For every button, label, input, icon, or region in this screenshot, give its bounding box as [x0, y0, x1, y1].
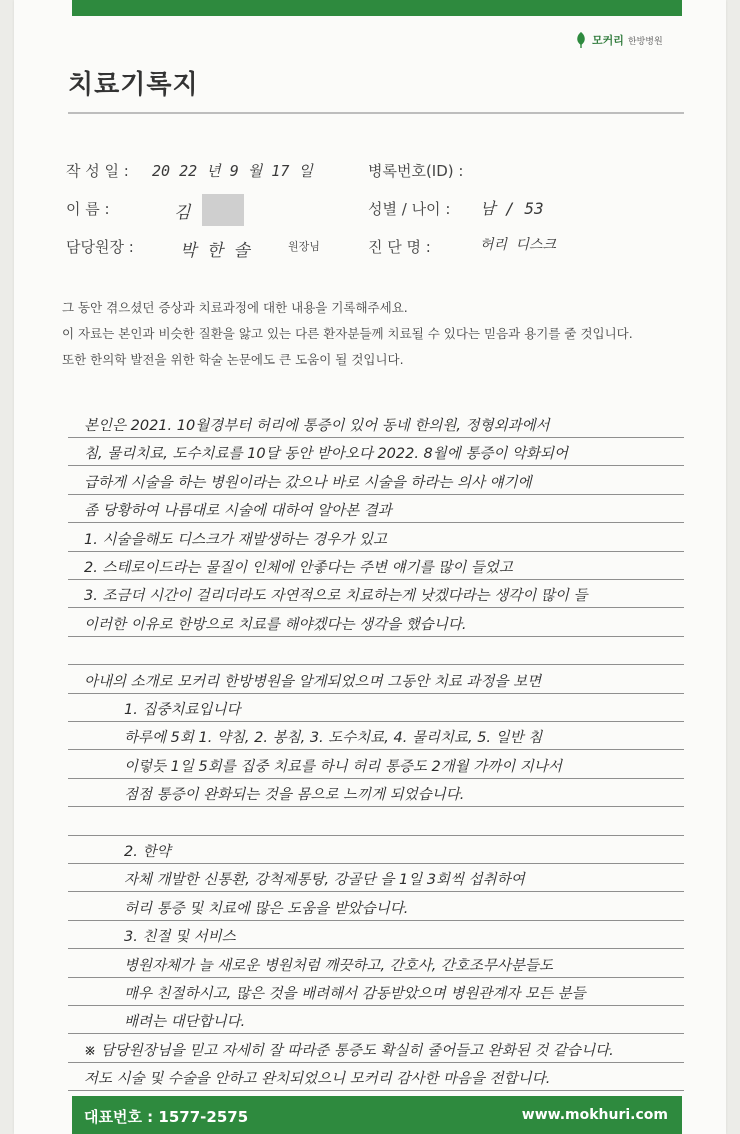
handwritten-line: 2. 스테로이드라는 물질이 인체에 안좋다는 주변 얘기를 많이 들었고 — [84, 560, 513, 576]
date-label: 작 성 일 : — [66, 162, 129, 180]
ruled-line — [68, 522, 684, 523]
record-number-label: 병록번호(ID) : — [368, 162, 464, 180]
ruled-line — [68, 465, 684, 466]
gender-age-value: 남 / 53 — [480, 199, 544, 218]
ruled-line — [68, 749, 684, 750]
ruled-line — [68, 551, 684, 552]
handwritten-line: 본인은 2021. 10월경부터 허리에 통증이 있어 동네 한의원, 정형외과에서 — [84, 418, 550, 434]
name-label: 이 름 : — [66, 200, 110, 218]
handwritten-line: 급하게 시술을 하는 병원이라는 갔으나 바로 시술을 하라는 의사 얘기에 — [84, 474, 532, 491]
ruled-line — [68, 1033, 684, 1034]
diagnosis-label: 진 단 명 : — [368, 238, 431, 256]
handwritten-line: 이렇듯 1일 5회를 집중 치료를 하니 허리 통증도 2개월 가까이 지나서 — [124, 758, 562, 775]
doctor-value: 박 한 솔 — [180, 241, 250, 261]
instruction-line: 이 자료는 본인과 비슷한 질환을 앓고 있는 다른 환자분들께 치료될 수 있다는 믿음과 용기를 줄 것입니다. — [62, 326, 633, 341]
name-value: 김 — [174, 203, 191, 223]
handwritten-line: 배려는 대단합니다. — [124, 1014, 246, 1031]
title-divider — [68, 112, 684, 114]
handwritten-line: 하루에 5회 1. 약침, 2. 봉침, 3. 도수치료, 4. 물리치료, 5. 일반 침 — [124, 730, 543, 747]
handwritten-line: 1. 시술을해도 디스크가 재발생하는 경우가 있고 — [84, 531, 388, 548]
handwritten-line: 2. 한약 — [124, 844, 171, 860]
ruled-line — [68, 721, 684, 722]
handwritten-line: 점점 통증이 완화되는 것을 몸으로 느끼게 되었습니다. — [124, 787, 465, 804]
ruled-line — [68, 835, 684, 836]
treatment-record-sheet — [14, 0, 726, 1134]
ruled-line — [68, 579, 684, 580]
handwritten-line: 침, 물리치료, 도수치료를 10달 동안 받아오다 2022. 8월에 통증이 악화되어 — [84, 446, 569, 463]
handwritten-line: 자체 개발한 신통환, 강척제통탕, 강골단 을 1일 3회씩 섭취하여 — [124, 872, 525, 889]
handwritten-line: ※ 담당원장님을 믿고 자세히 잘 따라준 통증도 확실히 줄어들고 완화된 것 같습니다. — [84, 1042, 614, 1059]
ruled-line — [68, 806, 684, 807]
name-redaction — [202, 194, 244, 226]
date-value: 20 22 년 9 월 17 일 — [152, 162, 313, 180]
ruled-line — [68, 636, 684, 637]
footer-url: www.mokhuri.com — [521, 1107, 668, 1123]
ruled-line — [68, 1005, 684, 1006]
handwritten-line: 매우 친절하시고, 많은 것을 배려해서 감동받았으며 병원관계자 모든 분들 — [124, 986, 586, 1002]
handwritten-line: 3. 친절 및 서비스 — [124, 929, 236, 946]
handwritten-line: 저도 시술 및 수술을 안하고 완치되었으니 모커리 감사한 마음을 전합니다. — [84, 1071, 551, 1088]
instruction-line: 또한 한의학 발전을 위한 학술 논문에도 큰 도움이 될 것입니다. — [62, 352, 404, 367]
logo-subtext: 한방병원 — [627, 36, 663, 47]
handwritten-line: 1. 집중치료입니다 — [124, 702, 241, 718]
footer-phone: 대표번호 : 1577-2575 — [84, 1108, 249, 1126]
ruled-line — [68, 1062, 684, 1063]
ruled-line — [68, 977, 684, 978]
footer-bar — [72, 1096, 682, 1134]
ruled-line — [68, 693, 684, 694]
ruled-line — [68, 607, 684, 608]
top-green-bar — [72, 0, 682, 16]
handwritten-line: 좀 당황하여 나름대로 시술에 대하여 알아본 결과 — [84, 503, 392, 520]
ruled-line — [68, 891, 684, 892]
logo-text: 모커리 — [592, 34, 624, 47]
ruled-line — [68, 664, 684, 665]
leaf-icon — [574, 31, 588, 49]
ruled-line — [68, 437, 684, 438]
handwritten-line: 3. 조금더 시간이 걸리더라도 자연적으로 치료하는게 낫겠다라는 생각이 많이 들 — [84, 588, 588, 605]
ruled-line — [68, 494, 684, 495]
ruled-line — [68, 863, 684, 864]
document-title: 치료기록지 — [68, 70, 199, 100]
instruction-line: 그 동안 겪으셨던 증상과 치료과정에 대한 내용을 기록해주세요. — [62, 300, 408, 315]
diagnosis-value: 허리 디스크 — [480, 237, 557, 253]
ruled-line — [68, 778, 684, 779]
ruled-line — [68, 948, 684, 949]
ruled-line — [68, 1090, 684, 1091]
hospital-logo — [574, 30, 663, 50]
handwritten-line: 이러한 이유로 한방으로 치료를 해야겠다는 생각을 했습니다. — [84, 616, 467, 633]
ruled-line — [68, 920, 684, 921]
doctor-label: 담당원장 : — [66, 238, 134, 256]
handwritten-line: 아내의 소개로 모커리 한방병원을 알게되었으며 그동안 치료 과정을 보면 — [84, 673, 542, 690]
handwritten-line: 병원자체가 늘 새로운 병원처럼 깨끗하고, 간호사, 간호조무사분들도 — [124, 957, 554, 974]
handwritten-line: 허리 통증 및 치료에 많은 도움을 받았습니다. — [124, 900, 409, 917]
doctor-suffix: 원장님 — [288, 240, 320, 253]
gender-age-label: 성별 / 나이 : — [368, 200, 451, 218]
